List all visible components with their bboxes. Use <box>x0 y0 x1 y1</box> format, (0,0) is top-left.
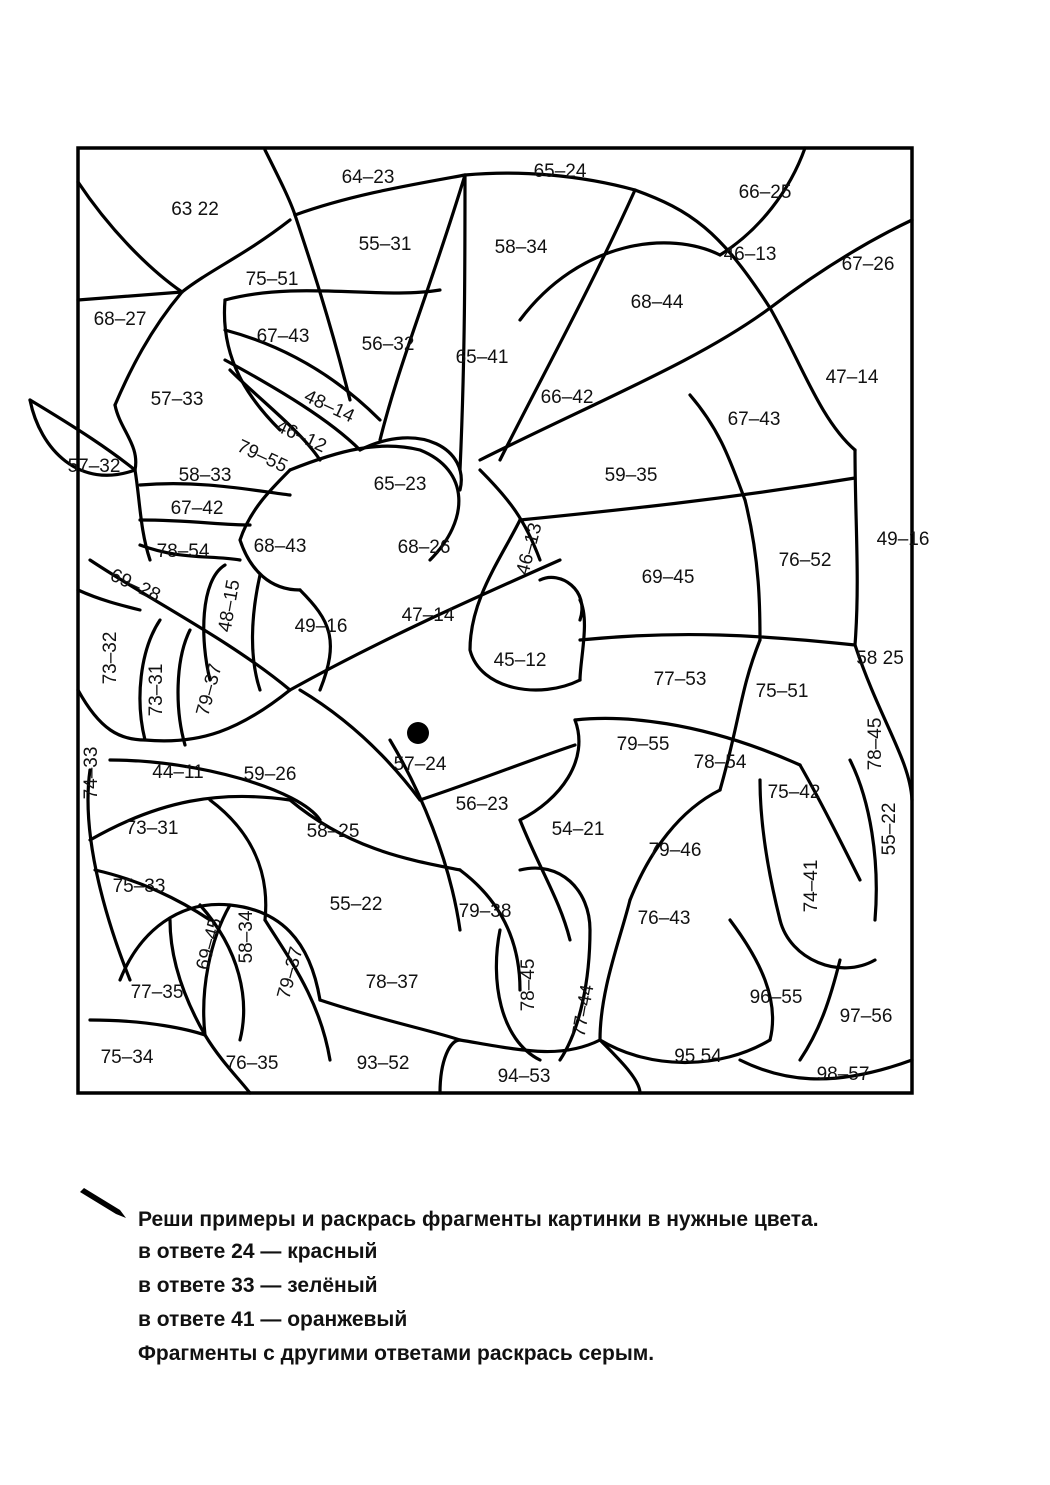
region-label: 95 54 <box>674 1046 722 1068</box>
region-label: 96–55 <box>749 987 803 1009</box>
region-label: 75–51 <box>755 681 809 703</box>
region-label: 79–38 <box>458 901 512 923</box>
region-label: 48–15 <box>214 578 245 634</box>
instruction-main: Реши примеры и раскрась фрагменты картинки в нужные цвета. <box>138 1208 819 1231</box>
region-label: 46–13 <box>723 244 777 266</box>
region-label: 59–35 <box>604 465 658 487</box>
pencil-icon <box>80 1180 132 1220</box>
region-label: 69–45 <box>641 567 695 589</box>
region-label: 77–44 <box>568 983 599 1039</box>
region-label: 68–26 <box>397 537 451 559</box>
instruction-red: в ответе 24 — красный <box>138 1240 378 1263</box>
region-label: 65–23 <box>373 474 427 496</box>
region-label: 68–44 <box>630 292 684 314</box>
region-label: 75–34 <box>100 1047 154 1069</box>
region-label: 64–23 <box>341 167 395 189</box>
region-label: 49–16 <box>876 529 930 551</box>
region-label: 67–43 <box>256 326 310 348</box>
region-label: 45–12 <box>493 650 547 672</box>
region-label: 76–52 <box>778 550 832 572</box>
region-label: 63 22 <box>171 199 219 221</box>
region-label: 57–24 <box>393 754 447 776</box>
region-label: 55–22 <box>329 894 383 916</box>
region-label: 59–26 <box>243 764 297 786</box>
region-label: 75–51 <box>245 269 299 291</box>
region-label: 69–45 <box>192 915 227 973</box>
region-label: 77–53 <box>653 669 707 691</box>
region-label: 67–42 <box>170 498 224 520</box>
region-label: 58–33 <box>178 465 232 487</box>
region-label: 67–26 <box>841 254 895 276</box>
region-label: 74–33 <box>81 746 103 800</box>
region-label: 68–27 <box>93 309 147 331</box>
region-label: 97–56 <box>839 1006 893 1028</box>
region-label: 46–13 <box>512 520 547 578</box>
region-label: 79–37 <box>273 944 308 1002</box>
region-label: 78–45 <box>865 717 887 771</box>
region-label: 78–54 <box>156 541 210 563</box>
region-label: 47–14 <box>825 367 879 389</box>
region-label: 79–55 <box>616 734 670 756</box>
region-label: 57–32 <box>67 456 121 478</box>
region-label: 73–32 <box>100 631 122 685</box>
region-label: 78–45 <box>518 958 540 1012</box>
region-label: 78–37 <box>365 972 419 994</box>
region-label: 76–35 <box>225 1053 279 1075</box>
region-label: 48–14 <box>300 385 358 428</box>
region-label: 79–46 <box>648 840 702 862</box>
region-label: 58 25 <box>856 648 904 670</box>
region-label: 98–57 <box>816 1064 870 1086</box>
region-label: 55–22 <box>879 802 901 856</box>
region-label: 58–25 <box>306 821 360 843</box>
region-label: 57–33 <box>150 389 204 411</box>
region-label: 68–43 <box>253 536 307 558</box>
region-label: 67–43 <box>727 409 781 431</box>
eye-dot <box>407 722 429 744</box>
region-label: 58–34 <box>236 910 258 964</box>
region-label: 58–34 <box>494 237 548 259</box>
region-label: 76–43 <box>637 908 691 930</box>
instruction-orange: в ответе 41 — оранжевый <box>138 1308 408 1331</box>
region-label: 47–14 <box>401 605 455 627</box>
region-label: 65–41 <box>455 347 509 369</box>
region-label: 54–21 <box>551 819 605 841</box>
region-label: 77–35 <box>130 982 184 1004</box>
instruction-gray: Фрагменты с другими ответами раскрась серым. <box>138 1342 655 1365</box>
region-label: 65–24 <box>533 161 587 183</box>
region-label: 73–31 <box>146 663 168 717</box>
region-label: 66–25 <box>738 182 792 204</box>
outline-lines <box>30 148 912 1093</box>
region-label: 75–42 <box>767 782 821 804</box>
region-label: 49–16 <box>294 616 348 638</box>
region-label: 93–52 <box>356 1053 410 1075</box>
region-label: 46–12 <box>272 415 330 458</box>
region-label: 74–41 <box>801 859 823 913</box>
region-label: 94–53 <box>497 1066 551 1088</box>
region-label: 78–54 <box>693 752 747 774</box>
region-label: 44–11 <box>152 762 204 784</box>
region-label: 66–42 <box>540 387 594 409</box>
region-label: 55–31 <box>358 234 412 256</box>
instruction-green: в ответе 33 — зелёный <box>138 1274 378 1297</box>
region-label: 79–37 <box>192 661 227 719</box>
region-label: 56–23 <box>455 794 509 816</box>
region-label: 69–28 <box>106 564 164 607</box>
region-label: 79–55 <box>233 435 291 478</box>
region-label: 56–32 <box>361 334 415 356</box>
region-label: 73–31 <box>125 818 179 840</box>
region-label: 75–33 <box>112 876 166 898</box>
